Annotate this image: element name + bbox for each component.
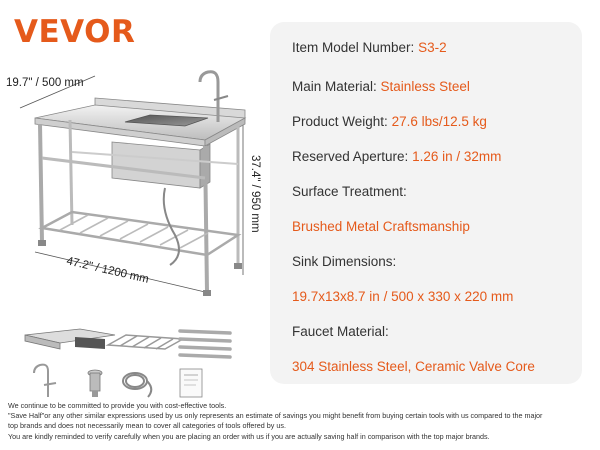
disclaimer-text <box>8 401 596 442</box>
spec-sink-dimensions-value: 19.7x13x8.7 in / 500 x 330 x 220 mm <box>292 289 514 304</box>
disclaimer-line: We continue to be committed to provide you with cost-effective tools. <box>8 401 227 410</box>
spec-value: 27.6 lbs/12.5 kg <box>391 114 487 129</box>
spec-product-weight <box>292 114 487 129</box>
spec-surface-treatment-label: Surface Treatment: <box>292 184 407 199</box>
spec-faucet-material-label: Faucet Material: <box>292 324 389 339</box>
spec-sink-dimensions-label: Sink Dimensions: <box>292 254 397 269</box>
drain-strainer-thumbnail <box>88 370 102 397</box>
faucet-thumbnail <box>34 365 56 397</box>
specifications-card <box>270 22 582 384</box>
spec-value: Stainless Steel <box>380 79 470 94</box>
drain-hose-thumbnail <box>123 373 151 397</box>
rack-shelf-thumbnail <box>108 335 183 349</box>
product-illustration <box>0 60 272 330</box>
spec-label: Product Weight: <box>292 114 388 129</box>
leg-tubes-thumbnail <box>180 331 230 357</box>
spec-main-material <box>292 79 470 94</box>
disclaimer-line: "Save Half"or any other similar expressions used by us only represents an estimate of savings you might benefit from buying certain tools with us compared to the major <box>8 411 543 421</box>
length-dimension-label: 47.2" / 1200 mm <box>65 255 150 286</box>
spec-value: 1.26 in / 32mm <box>412 149 502 164</box>
spec-model-number <box>292 40 447 55</box>
spec-label: Main Material: <box>292 79 377 94</box>
spec-label: Item Model Number: <box>292 40 415 55</box>
spec-value: S3-2 <box>418 40 447 55</box>
brand-logo: VEVOR <box>14 14 136 50</box>
disclaimer-line: top brands and does not necessarily mean to cover all categories of tools offered by us. <box>8 421 286 431</box>
spec-label: Reserved Aperture: <box>292 149 409 164</box>
disclaimer-line: You are kindly reminded to verify carefully when you are placing an order with us if you are actually saving half in comparison with the top major brands. <box>8 431 490 441</box>
spec-surface-treatment-value: Brushed Metal Craftsmanship <box>292 219 470 234</box>
spec-reserved-aperture <box>292 149 501 164</box>
included-parts-thumbnails <box>20 325 250 405</box>
width-dimension-label: 19.7" / 500 mm <box>6 77 84 89</box>
manual-booklet-thumbnail <box>180 369 202 397</box>
spec-faucet-material-value: 304 Stainless Steel, Ceramic Valve Core <box>292 359 535 374</box>
sink-unit-thumbnail <box>25 329 115 349</box>
height-dimension-label: 37.4" / 950 mm <box>249 155 261 233</box>
